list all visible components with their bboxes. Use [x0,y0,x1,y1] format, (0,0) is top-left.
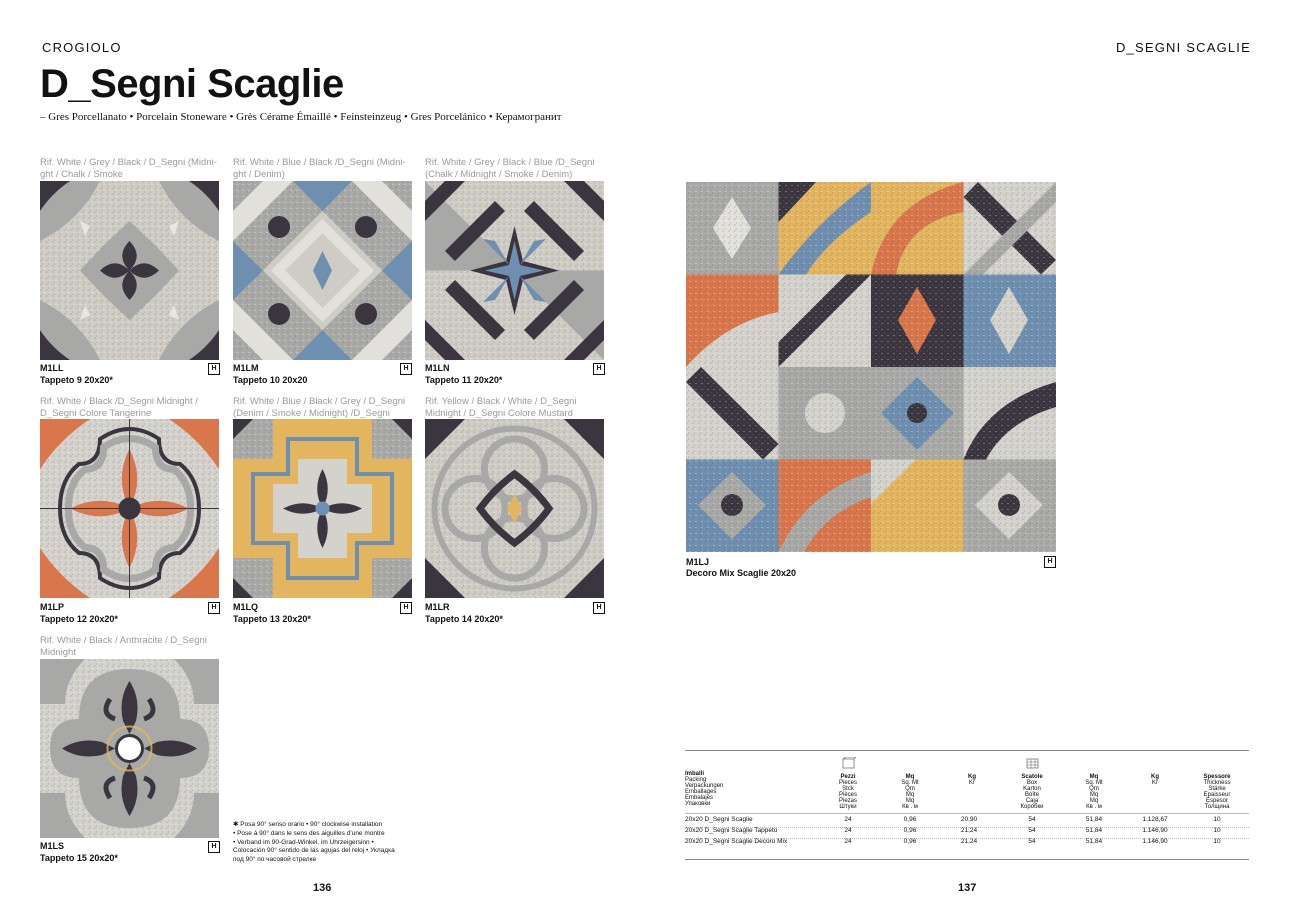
product-code: M1LN [425,363,450,373]
header-line: Mq [1089,792,1099,798]
row-cell: 54 [1028,827,1036,834]
header-line: Коробки [1020,804,1044,810]
row-cell: 21,24 [960,827,978,834]
product-badge: H [593,363,605,375]
note-line: • Pose à 90° dans le sens des aiguilles d’une montre [233,829,385,837]
product-badge: H [208,841,220,853]
header-line: Stärke [1208,786,1226,792]
page-title: D_Segni Scaglie [40,62,344,106]
row-cell: 51,84 [1085,827,1103,834]
table-row [685,838,1249,849]
column-header-thickness [1196,774,1238,810]
product-code: M1LS [40,841,65,851]
header-line: Kг [968,780,976,786]
page-number-right: 137 [958,882,977,894]
product-badge: H [593,602,605,614]
header-line: Mq [905,774,915,780]
header-line: Толщина [1204,804,1230,810]
pieces-box-icon [842,757,856,770]
row-cell: 51,84 [1085,816,1103,823]
mix-badge: H [1044,556,1056,568]
header-line: Штуки [839,804,857,810]
mix-name: Decoro Mix Scaglie 20x20 [686,568,797,578]
product-reference: Rif. White / Grey / Black / D_Segni (Midni-ght / Chalk / Smoke [40,157,217,180]
note-line: Colocación 90° sentido de las agujas del reloj • Укладка [233,847,395,855]
header-line: Kg [968,774,976,780]
product-reference: Rif. White / Grey / Black / Blue /D_Segni (Chalk / Midnight / Smoke / Denim) [425,157,595,180]
product-name: Tappeto 11 20x20* [425,375,503,385]
product-code: M1LL [40,363,64,373]
column-header-sqm-total [1074,774,1114,810]
row-cell: 20,90 [960,816,978,823]
tile-image-m1lm [233,181,412,360]
mix-code: M1LJ [686,557,710,567]
product-name: Tappeto 15 20x20* [40,853,118,863]
label-line: Verpackungen [685,783,724,789]
column-header-boxes [1012,774,1052,810]
product-reference: Rif. Yellow / Black / White / D_Segni Midnight / D_Segni Colore Mustard [425,396,577,419]
packing-label [685,771,835,807]
header-line: Karton [1023,786,1041,792]
tile-image-m1lr [425,419,604,598]
material-subtitle: – Gres Porcellanato • Porcelain Stoneware • Grès Cérame Émaillé • Feinsteinzeug • Gres Porcelánico • Керамогранит [40,111,562,123]
note-line: ✱ Posa 90° senso orario • 90° clockwise installation [233,821,383,828]
header-line: Кв . м [1086,804,1102,810]
product-name: Tappeto 14 20x20* [425,614,503,624]
note-line: под 90° по часовой стрелке [233,856,317,864]
header-line: Thickness [1203,780,1231,786]
product-code: M1LM [233,363,259,373]
page-number-left: 136 [313,882,332,894]
column-header-kg [952,774,992,786]
tile-image-m1ls [40,659,219,838]
header-line: Sq. Mt [901,780,919,786]
row-cell: 51,84 [1085,838,1103,845]
header-line: Mq [1089,798,1099,804]
header-line: Caja [1025,798,1039,804]
header-line: Sq. Mt [1085,780,1103,786]
row-cell: 20x20 D_Segni Scaglie Decoro Mix [685,838,788,845]
note-line: • Verband im 90-Grad-Winkel, im Uhrzeigersinn • [233,838,374,846]
header-line: Pièces [838,792,857,798]
product-reference: Rif. White / Black / Anthracite / D_Segni Midnight [40,635,207,658]
header-line: Mq [905,798,915,804]
header-line: Scatole [1021,774,1043,780]
table-header-rule [685,813,1249,814]
row-cell: 21,24 [960,838,978,845]
row-cell: 20x20 D_Segni Scaglie Tappeto [685,827,778,834]
table-bottom-rule [685,859,1249,860]
row-cell: 1.128,67 [1142,816,1168,823]
row-cell: 54 [1028,816,1036,823]
row-cell: 10 [1213,827,1221,834]
row-cell: 10 [1213,838,1221,845]
header-line: Epaisseur [1203,792,1231,798]
row-cell: 0,96 [903,838,917,845]
header-line: Stck [842,786,854,792]
header-line: Qm [905,786,915,792]
header-line: Kг [1151,780,1159,786]
row-cell: 0,96 [903,816,917,823]
tile-image-m1lp [40,419,219,598]
row-cell: 20x20 D_Segni Scaglie [685,816,753,823]
table-top-rule [685,750,1249,751]
header-line: Boîte [1024,792,1039,798]
brand-name: CROGIOLO [42,40,122,55]
product-name: Tappeto 13 20x20* [233,614,311,624]
header-line: Pieces [838,780,857,786]
product-name: Tappeto 9 20x20* [40,375,113,385]
tile-image-m1ln [425,181,604,360]
row-cell: 0,96 [903,827,917,834]
label-line: Packing [685,777,707,783]
row-cell: 24 [844,816,852,823]
row-cell: 24 [844,827,852,834]
product-badge: H [208,602,220,614]
label-line: Imballi [685,771,705,777]
product-code: M1LQ [233,602,259,612]
row-cell: 1.146,90 [1142,827,1168,834]
column-header-kg-total [1135,774,1175,786]
product-code: M1LR [425,602,450,612]
tile-image-m1lj-mix [686,182,1056,552]
label-line: Emballages [685,789,717,795]
header-line: Piezas [838,798,857,804]
column-header-pieces [828,774,868,810]
column-header-sqm [890,774,930,810]
label-line: Упаковки [685,801,711,807]
tile-image-m1ll [40,181,219,360]
installation-notes [233,821,423,865]
row-cell: 24 [844,838,852,845]
tile-image-m1lq [233,419,412,598]
header-line: Mq [905,792,915,798]
product-reference: Rif. White / Blue / Black / Grey / D_Segni (Denim / Smoke / Midnight) /D_Segni [233,396,406,419]
header-line: Spessore [1203,774,1231,780]
collection-name: D_SEGNI SCAGLIE [1115,40,1251,55]
product-name: Tappeto 10 20x20 [233,375,308,385]
header-line: Espesor [1205,798,1228,804]
header-line: Qm [1089,786,1099,792]
row-cell: 54 [1028,838,1036,845]
product-name: Tappeto 12 20x20* [40,614,118,624]
header-line: Pezzi [840,774,856,780]
product-badge: H [400,602,412,614]
row-cell: 10 [1213,816,1221,823]
product-reference: Rif. White / Black /D_Segni Midnight / D_Segni Colore Tangerine [40,396,198,419]
product-badge: H [208,363,220,375]
header-line: Kg [1151,774,1159,780]
header-line: Кв . м [902,804,918,810]
label-line: Embalajes [685,795,714,801]
header-line: Box [1026,780,1038,786]
header-line: Mq [1089,774,1099,780]
product-reference: Rif. White / Blue / Black /D_Segni (Midni-ght / Denim) [233,157,406,180]
packing-header [685,771,1249,811]
row-cell: 1.146,90 [1142,838,1168,845]
carton-stack-icon [1026,757,1040,770]
product-code: M1LP [40,602,65,612]
product-badge: H [400,363,412,375]
